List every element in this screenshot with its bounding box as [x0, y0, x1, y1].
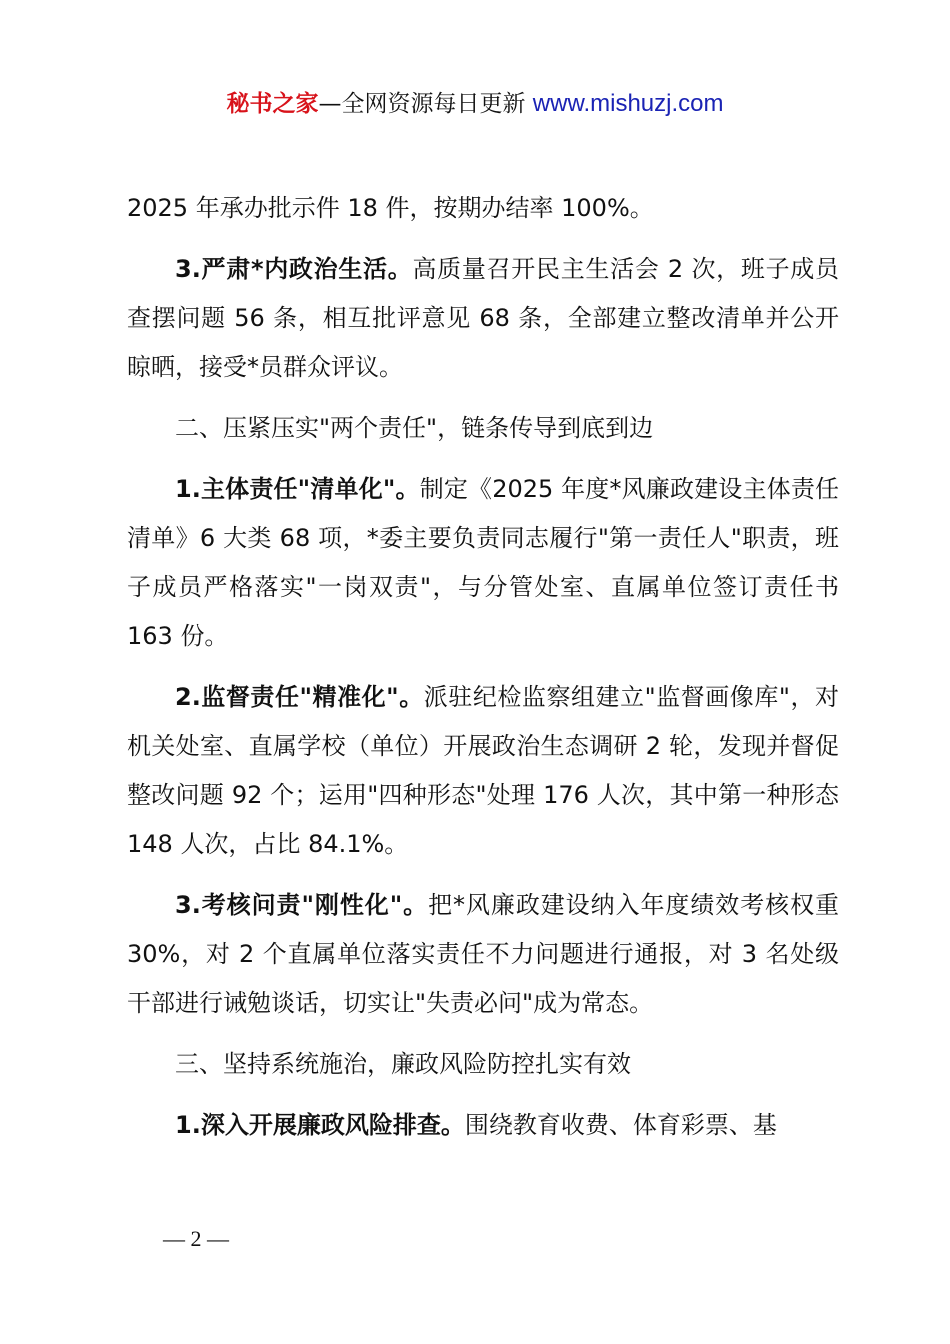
site-header [0, 86, 950, 122]
document-body [127, 184, 839, 1162]
paragraph-lead: 2.监督责任"精准化"。 [175, 683, 424, 711]
paragraph [127, 673, 839, 869]
paragraph [127, 1101, 839, 1150]
paragraph-lead: 1.主体责任"清单化"。 [175, 475, 420, 503]
site-brand: 秘书之家 [226, 91, 319, 117]
paragraph [127, 245, 839, 392]
paragraph [127, 881, 839, 1028]
section-heading-text: 三、坚持系统施治，廉政风险防控扎实有效 [175, 1050, 631, 1078]
paragraph-text: 派驻纪检监察组建立"监督画像库"，对机关处室、直属学校（单位）开展政治生态调研 2 轮，发现并督促整改问题 92 个；运用"四种形态"处理 176 人次，其中第一种形态 148 人次，占比 84.1%。 [127, 683, 840, 858]
site-url-link[interactable]: www.mishuzj.com [532, 90, 724, 117]
paragraph-text: 把*风廉政建设纳入年度绩效考核权重 30%，对 2 个直属单位落实责任不力问题进行通报，对 3 名处级干部进行诫勉谈话，切实让"失责必问"成为常态。 [127, 891, 840, 1017]
paragraph-lead: 3.考核问责"刚性化"。 [175, 891, 429, 919]
section-heading [127, 404, 839, 453]
paragraph-lead: 1.深入开展廉政风险排查。 [175, 1111, 465, 1139]
paragraph [127, 465, 839, 661]
page-number: — 2 — [163, 1226, 229, 1251]
paragraph-lead: 3.严肃*内政治生活。 [175, 255, 413, 283]
paragraph [127, 184, 839, 233]
section-heading-text: 二、压紧压实"两个责任"，链条传导到底到边 [175, 414, 654, 442]
section-heading [127, 1040, 839, 1089]
paragraph-text: 高质量召开民主生活会 2 次，班子成员查摆问题 56 条，相互批评意见 68 条，全部建立整改清单并公开晾晒，接受*员群众评议。 [127, 255, 840, 381]
site-tagline: —全网资源每日更新 [318, 91, 533, 117]
paragraph-text: 2025 年承办批示件 18 件，按期办结率 100%。 [127, 194, 654, 222]
paragraph-text: 围绕教育收费、体育彩票、基 [464, 1111, 777, 1139]
paragraph-text: 制定《2025 年度*风廉政建设主体责任清单》6 大类 68 项，*委主要负责同志履行"第一责任人"职责，班子成员严格落实"一岗双责"，与分管处室、直属单位签订责任书 163 份。 [127, 475, 839, 650]
